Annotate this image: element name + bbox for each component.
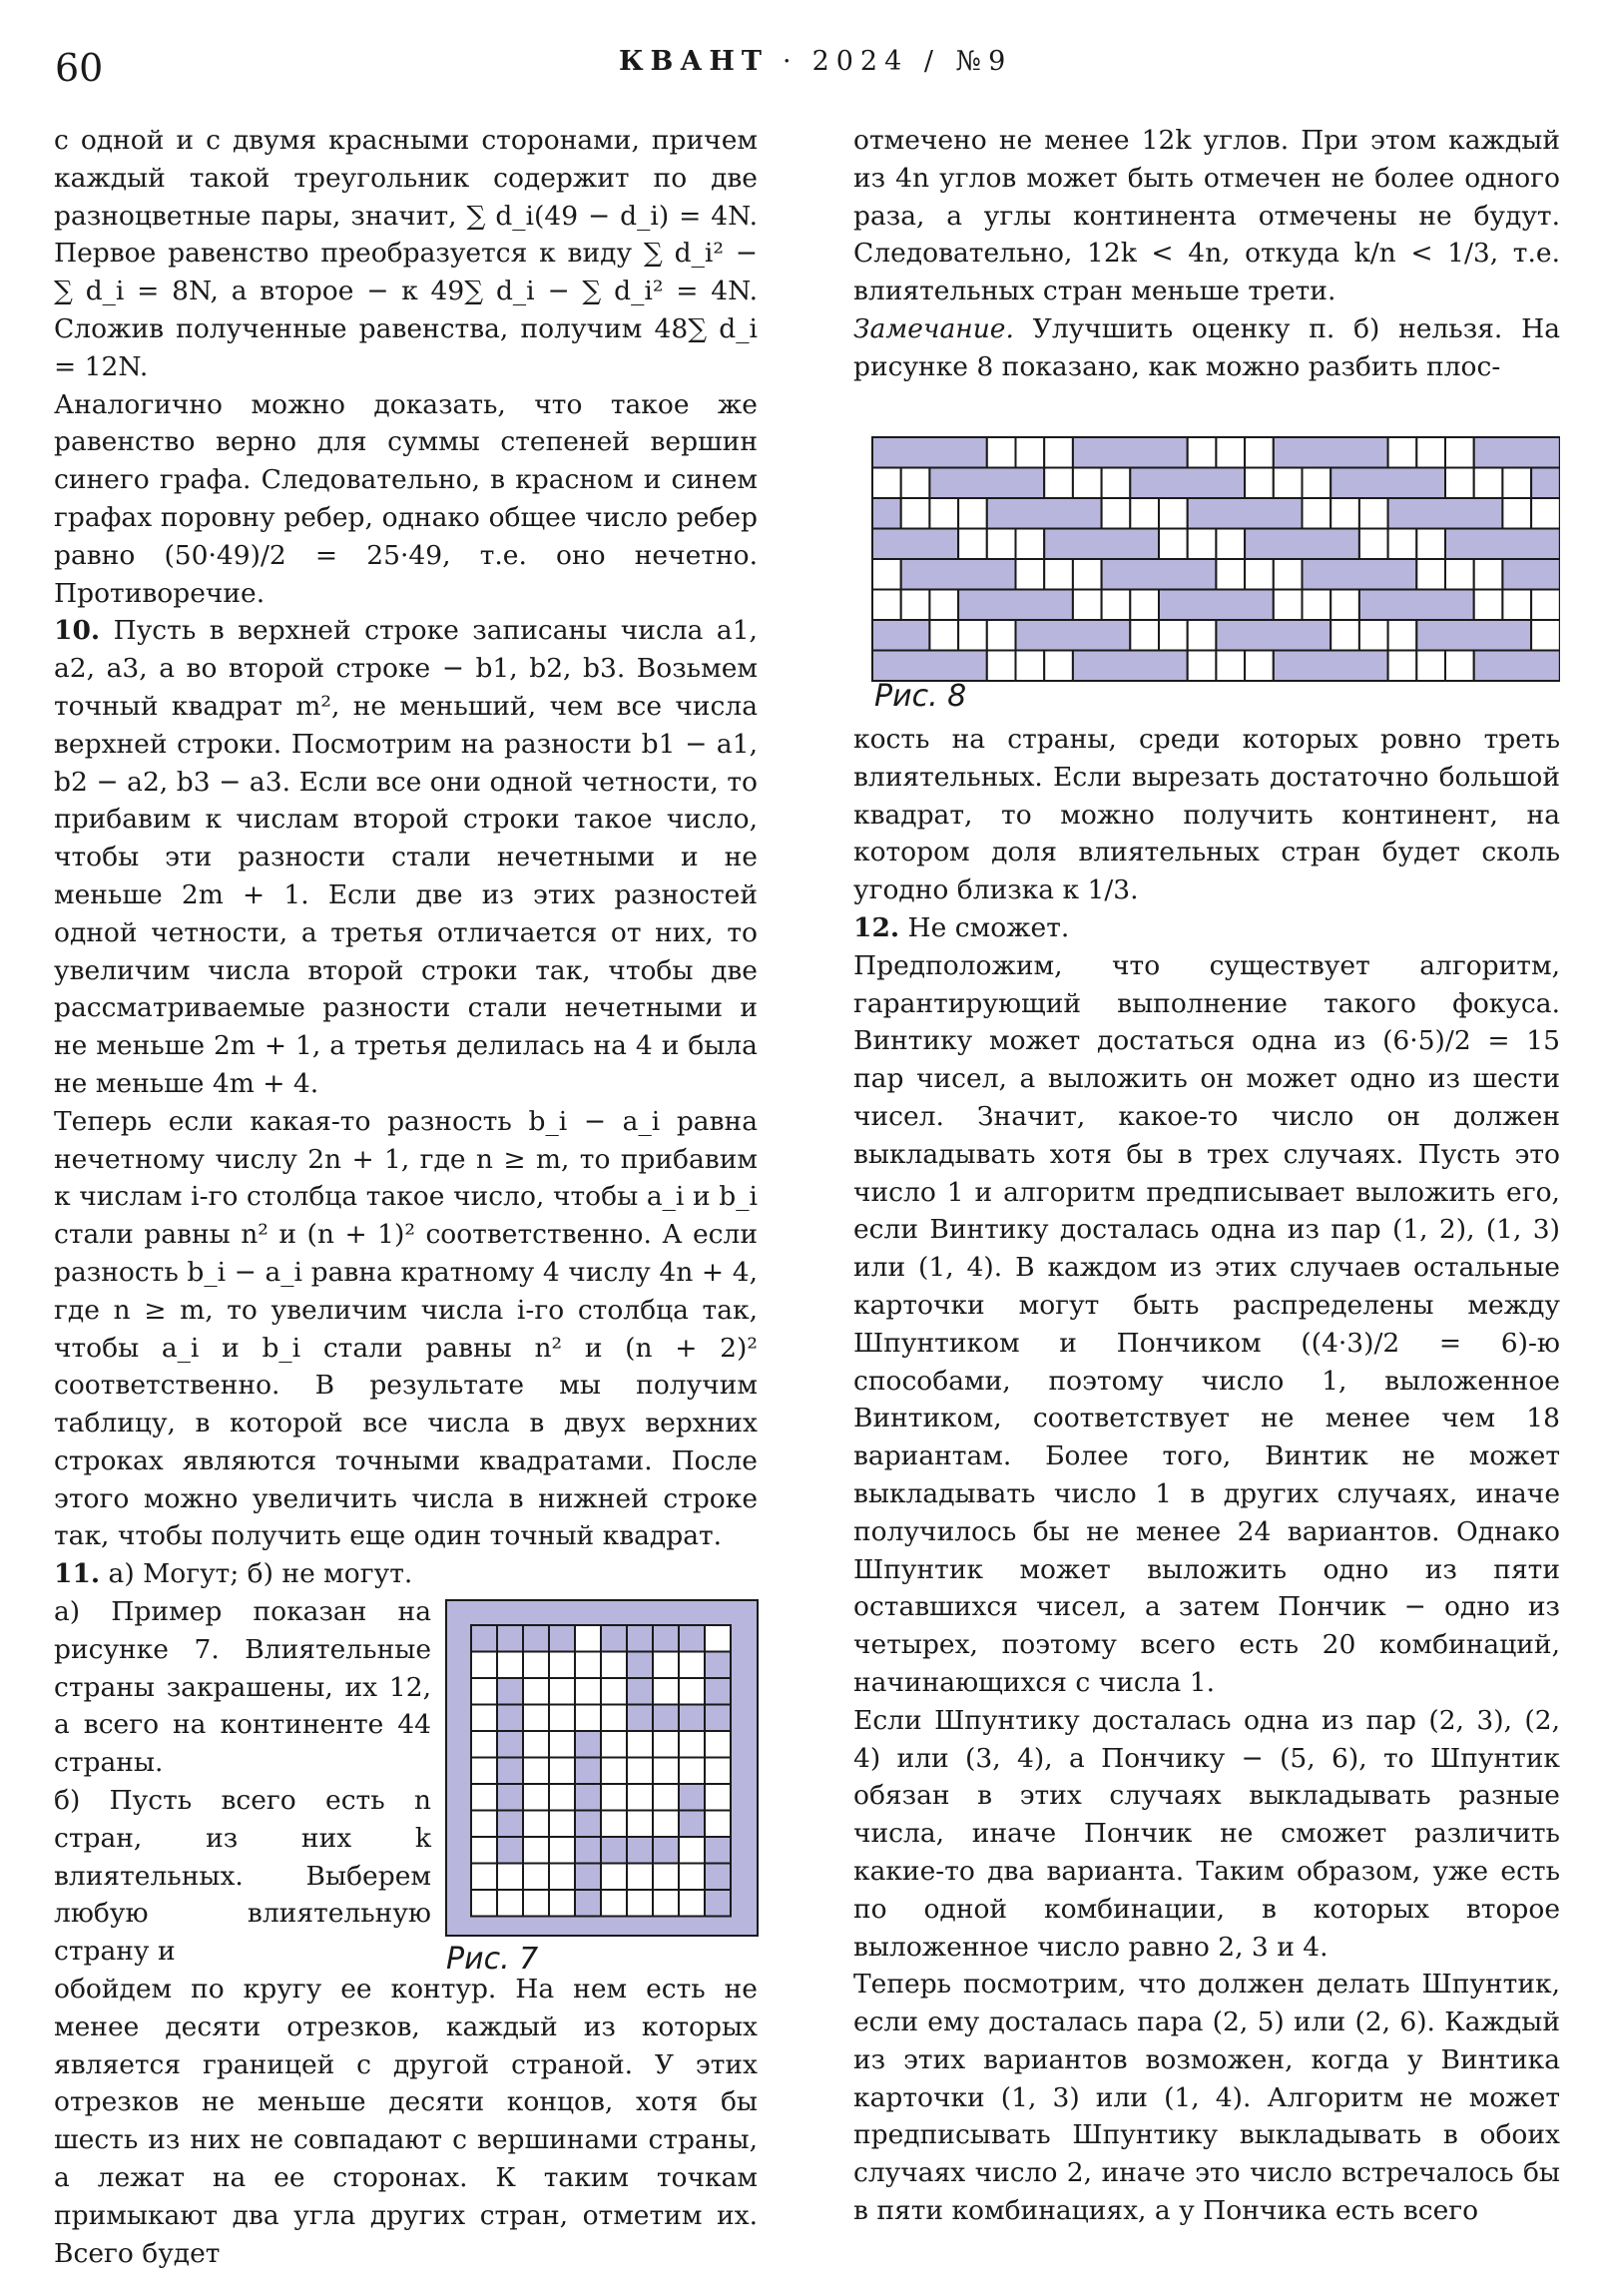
- country-cell: [575, 1678, 601, 1705]
- country-cell: [679, 1652, 705, 1679]
- solution-10-text: Пусть в верхней строке записаны числа a1, a2, a3, а во второй строке − b1, b2, b3. Возьмем точный квадрат m², не меньший, чем все числа верхней строки. Посмотрим на разности b1 − a1, b2 − a2, b3 − a3. Если все они одной четности, то прибавим к числам второй строки такое число, чтобы эти разности стали нечетными и не меньше 2m + 1. Если две из этих разностей одной четности, а третья отличается от них, то увеличим числа второй строки так, чтобы две рассматриваемые разности стали нечетными и не меньше 2m + 1, а третья делилась на 4 и была не меньше 4m + 4.: [54, 615, 758, 1099]
- country-cell: [958, 529, 987, 560]
- country-influential: [679, 1625, 705, 1652]
- country-cell: [653, 1890, 679, 1917]
- country-cell: [627, 1758, 653, 1785]
- country-cell: [1044, 559, 1073, 590]
- country-cell: [929, 620, 958, 651]
- country-cell: [549, 1784, 575, 1811]
- country-cell: [1188, 651, 1217, 682]
- country-cell: [523, 1705, 549, 1732]
- country-cell: [1416, 651, 1445, 682]
- country-cell: [523, 1758, 549, 1785]
- solution-12-continued-1: Если Шпунтику досталась одна из пар (2, 3), (2, 4) или (3, 4), а Пончику − (5, 6), то Шпунтик обязан в этих случаях выкладывать разные числа, иначе Пончик не сможет различить какие-то два варианта. Таким образом, уже есть по одной комбинации, в которых второе выложенное число равно 2, 3 и 4.: [853, 1704, 1560, 1963]
- country-cell: [1474, 590, 1503, 621]
- country-cell: [987, 437, 1016, 468]
- country-influential: [497, 1784, 523, 1811]
- country-cell: [1474, 559, 1503, 590]
- country-cell: [1245, 468, 1274, 499]
- country-influential: [1130, 468, 1245, 499]
- country-cell: [679, 1837, 705, 1864]
- country-cell: [1102, 590, 1131, 621]
- country-cell: [549, 1705, 575, 1732]
- country-cell: [471, 1837, 497, 1864]
- country-cell: [523, 1837, 549, 1864]
- figure-8-caption: Рис. 8: [874, 679, 967, 714]
- country-cell: [627, 1811, 653, 1838]
- country-cell: [705, 1811, 731, 1838]
- country-cell: [1044, 651, 1073, 682]
- country-cell: [872, 559, 901, 590]
- country-cell: [929, 590, 958, 621]
- country-influential: [497, 1678, 523, 1705]
- country-influential: [679, 1705, 705, 1732]
- country-cell: [1416, 559, 1445, 590]
- country-cell: [987, 620, 1016, 651]
- country-influential: [523, 1625, 549, 1652]
- right-column-bottom: [853, 721, 1560, 2230]
- country-influential: [987, 498, 1102, 529]
- country-cell: [549, 1652, 575, 1679]
- country-cell: [523, 1811, 549, 1838]
- country-cell: [601, 1705, 627, 1732]
- country-cell: [575, 1705, 601, 1732]
- right-paragraph-1: отмечено не менее 12k углов. При этом каждый из 4n углов может быть отмечен не более одного раза, а углы континента отмечены не будут. Следовательно, 12k < 4n, откуда k/n < 1/3, т.е. влиятельных стран меньше трети.: [853, 125, 1560, 307]
- country-influential: [1073, 651, 1188, 682]
- country-influential: [1474, 651, 1560, 682]
- right-paragraph-2: кость на страны, среди которых ровно треть влиятельных. Если вырезать достаточно большой квадрат, то можно получить континент, на котором доля влиятельных стран будет сколь угодно близка к 1/3.: [853, 724, 1560, 906]
- country-cell: [471, 1784, 497, 1811]
- remark: [853, 310, 1560, 386]
- left-column: [54, 122, 758, 2272]
- country-influential: [705, 1837, 731, 1864]
- country-cell: [549, 1890, 575, 1917]
- country-influential: [575, 1864, 601, 1891]
- country-cell: [627, 1890, 653, 1917]
- country-influential: [872, 437, 987, 468]
- country-influential: [471, 1625, 497, 1652]
- country-influential: [1188, 498, 1303, 529]
- country-influential: [1274, 437, 1388, 468]
- country-cell: [705, 1625, 731, 1652]
- solution-10-continued: Теперь если какая-то разность b_i − a_i равна нечетному числу 2n + 1, где n ≥ m, то прибавим к числам i-го столбца такое число, чтобы a_i и b_i стали равны n² и (n + 1)² соответственно. А если разность b_i − a_i равна кратному 4 числу 4n + 4, где n ≥ m, то увеличим числа i-го столбца так, чтобы a_i и b_i стали равны n² и (n + 2)² соответственно. В результате мы получим таблицу, в которой все числа в двух верхних строках являются точными квадратами. После этого можно увеличить числа в нижней строке так, чтобы получить еще один точный квадрат.: [54, 1105, 758, 1552]
- remark-text: Улучшить оценку п. б) нельзя. На рисунке 8 показано, как можно разбить плос-: [853, 312, 1560, 382]
- country-cell: [523, 1731, 549, 1758]
- country-cell: [987, 529, 1016, 560]
- problem-number-12: 12.: [853, 911, 900, 943]
- country-cell: [1502, 590, 1531, 621]
- country-influential: [872, 651, 987, 682]
- country-cell: [471, 1890, 497, 1917]
- country-influential: [575, 1731, 601, 1758]
- country-cell: [549, 1678, 575, 1705]
- country-influential: [627, 1625, 653, 1652]
- country-cell: [1359, 620, 1388, 651]
- country-cell: [1388, 651, 1417, 682]
- country-cell: [627, 1864, 653, 1891]
- country-cell: [471, 1678, 497, 1705]
- running-head: КВАНТ · 2024 / №9: [619, 46, 1013, 77]
- country-influential: [653, 1625, 679, 1652]
- country-cell: [679, 1864, 705, 1891]
- country-cell: [523, 1652, 549, 1679]
- left-paragraph-2: Аналогично можно доказать, что такое же равенство верно для суммы степеней вершин синего графа. Следовательно, в красном и синем графах поровну ребер, однако общее число ребер равно (50·49)/2 = 25·49, т.е. оно нечетно. Противоречие.: [54, 388, 758, 609]
- country-cell: [705, 1731, 731, 1758]
- country-influential: [1303, 559, 1417, 590]
- problem-number-10: 10.: [54, 615, 101, 647]
- country-cell: [1188, 529, 1217, 560]
- country-cell: [1188, 437, 1217, 468]
- country-cell: [1130, 498, 1159, 529]
- country-influential: [1416, 620, 1531, 651]
- country-cell: [1502, 498, 1531, 529]
- country-influential: [1245, 529, 1359, 560]
- country-cell: [601, 1731, 627, 1758]
- country-cell: [601, 1678, 627, 1705]
- country-cell: [1416, 529, 1445, 560]
- country-cell: [1502, 468, 1531, 499]
- country-cell: [1130, 590, 1159, 621]
- page-number: 60: [55, 46, 104, 90]
- country-cell: [1216, 437, 1245, 468]
- country-cell: [471, 1864, 497, 1891]
- solution-12-continued-2: Теперь посмотрим, что должен делать Шпунтик, если ему досталась пара (2, 5) или (2, 6). Каждый из этих вариантов возможен, когда у Винтика карточки (1, 3) или (1, 4). Алгоритм не может предписывать Шпунтику выкладывать в обоих случаях число 2, иначе это число встречалось бы в пяти комбинациях, а у Пончика есть всего: [853, 1969, 1560, 2227]
- country-cell: [1216, 651, 1245, 682]
- figure-7: [445, 1599, 759, 1937]
- country-influential: [497, 1731, 523, 1758]
- country-cell: [653, 1784, 679, 1811]
- country-cell: [929, 498, 958, 529]
- country-influential: [653, 1837, 679, 1864]
- country-cell: [1388, 437, 1417, 468]
- country-cell: [872, 590, 901, 621]
- country-cell: [1073, 468, 1102, 499]
- country-cell: [523, 1890, 549, 1917]
- solution-11-part-a: а) Пример показан на рисунке 7. Влиятельные страны закрашены, их 12, а всего на континенте 44 страны.: [54, 1596, 431, 1779]
- country-influential: [705, 1652, 731, 1679]
- left-paragraph-1: с одной и с двумя красными сторонами, причем каждый такой треугольник содержит по две разноцветные пары, значит, ∑ d_i(49 − d_i) = 4N. Первое равенство преобразуется к виду ∑ d_i² − ∑ d_i = 8N, а второе − к 49∑ d_i − ∑ d_i² = 4N. Сложив полученные равенства, получим 48∑ d_i = 12N.: [54, 125, 758, 382]
- country-cell: [1216, 559, 1245, 590]
- country-cell: [1359, 498, 1388, 529]
- country-cell: [1102, 498, 1131, 529]
- country-cell: [601, 1652, 627, 1679]
- problem-number-11: 11.: [54, 1558, 101, 1590]
- country-cell: [575, 1625, 601, 1652]
- country-cell: [901, 468, 930, 499]
- country-cell: [471, 1652, 497, 1679]
- figure-7-caption: Рис. 7: [446, 1942, 539, 1977]
- country-cell: [1303, 590, 1331, 621]
- country-influential: [1073, 437, 1188, 468]
- solution-11-part-b: б) Пусть всего есть n стран, из них k влиятельных. Выберем любую влиятельную страну и: [54, 1785, 431, 1968]
- country-influential: [1388, 498, 1503, 529]
- country-influential: [679, 1784, 705, 1811]
- country-cell: [679, 1758, 705, 1785]
- country-influential: [872, 620, 929, 651]
- country-influential: [575, 1811, 601, 1838]
- country-cell: [1016, 529, 1045, 560]
- country-influential: [497, 1758, 523, 1785]
- country-cell: [601, 1811, 627, 1838]
- country-cell: [627, 1784, 653, 1811]
- country-influential: [705, 1890, 731, 1917]
- remark-label: Замечание.: [853, 312, 1014, 344]
- country-cell: [1216, 529, 1245, 560]
- country-cell: [601, 1890, 627, 1917]
- country-influential: [929, 468, 1044, 499]
- country-cell: [1445, 468, 1474, 499]
- country-cell: [679, 1890, 705, 1917]
- country-cell: [1073, 559, 1102, 590]
- country-influential: [872, 529, 958, 560]
- country-cell: [1044, 468, 1073, 499]
- country-cell: [958, 498, 987, 529]
- country-cell: [1016, 651, 1045, 682]
- country-influential: [1359, 590, 1474, 621]
- country-influential: [1274, 651, 1388, 682]
- country-influential: [1331, 468, 1445, 499]
- solution-12-head: [853, 909, 1560, 947]
- solution-12-answer: Не сможет.: [907, 911, 1070, 943]
- country-cell: [1445, 437, 1474, 468]
- country-influential: [497, 1705, 523, 1732]
- country-cell: [575, 1652, 601, 1679]
- country-influential: [705, 1864, 731, 1891]
- solution-11-continued: обойдем по кругу ее контур. На нем есть не менее десяти отрезков, каждый из которых является границей с другой страной. У этих отрезков не меньше десяти концов, хотя бы шесть из них не совпадают с вершинами страны, а лежат на ее сторонах. К таким точкам примыкают два угла других стран, отметим их. Всего будет: [54, 1974, 758, 2269]
- country-cell: [1274, 559, 1303, 590]
- solution-11-answer: а) Могут; б) не могут.: [108, 1558, 413, 1590]
- country-cell: [1474, 468, 1503, 499]
- country-cell: [1159, 620, 1188, 651]
- country-cell: [1331, 498, 1359, 529]
- country-cell: [901, 590, 930, 621]
- country-cell: [549, 1837, 575, 1864]
- country-cell: [1331, 590, 1359, 621]
- country-cell: [1274, 468, 1303, 499]
- country-influential: [627, 1652, 653, 1679]
- country-influential: [497, 1837, 523, 1864]
- country-cell: [653, 1811, 679, 1838]
- country-influential: [1445, 529, 1560, 560]
- country-cell: [471, 1705, 497, 1732]
- magazine-name: КВАНТ: [619, 46, 769, 77]
- country-cell: [549, 1758, 575, 1785]
- country-influential: [497, 1811, 523, 1838]
- country-cell: [1245, 559, 1274, 590]
- country-cell: [679, 1731, 705, 1758]
- figure-8: [871, 436, 1560, 682]
- country-cell: [601, 1864, 627, 1891]
- country-influential: [705, 1705, 731, 1732]
- country-cell: [1303, 468, 1331, 499]
- country-cell: [523, 1678, 549, 1705]
- country-influential: [705, 1678, 731, 1705]
- country-cell: [1359, 529, 1388, 560]
- country-cell: [523, 1784, 549, 1811]
- country-influential: [497, 1625, 523, 1652]
- country-influential: [627, 1837, 653, 1864]
- country-influential: [1216, 620, 1331, 651]
- country-cell: [1531, 498, 1560, 529]
- country-cell: [471, 1811, 497, 1838]
- figure-8-diagram: [871, 436, 1560, 682]
- country-cell: [523, 1864, 549, 1891]
- country-cell: [549, 1864, 575, 1891]
- country-cell: [497, 1890, 523, 1917]
- country-cell: [653, 1864, 679, 1891]
- figure-8-grid: [872, 437, 1560, 681]
- country-cell: [1159, 529, 1188, 560]
- country-cell: [1445, 651, 1474, 682]
- country-cell: [601, 1758, 627, 1785]
- country-cell: [1102, 468, 1131, 499]
- country-cell: [1130, 620, 1159, 651]
- issue-label: 2024 / №9: [811, 46, 1013, 77]
- country-influential: [1474, 437, 1560, 468]
- country-cell: [653, 1652, 679, 1679]
- solution-11-head: [54, 1555, 453, 1593]
- country-influential: [601, 1837, 627, 1864]
- country-cell: [627, 1731, 653, 1758]
- country-cell: [549, 1731, 575, 1758]
- country-cell: [1274, 590, 1303, 621]
- country-cell: [1159, 498, 1188, 529]
- country-influential: [1044, 529, 1159, 560]
- country-cell: [1331, 620, 1359, 651]
- country-influential: [1016, 620, 1131, 651]
- country-cell: [1245, 651, 1274, 682]
- country-cell: [497, 1652, 523, 1679]
- country-cell: [1388, 529, 1417, 560]
- country-influential: [549, 1625, 575, 1652]
- country-cell: [1016, 559, 1045, 590]
- country-influential: [575, 1784, 601, 1811]
- country-influential: [872, 498, 901, 529]
- country-cell: [1303, 498, 1331, 529]
- country-cell: [1531, 590, 1560, 621]
- country-cell: [1044, 437, 1073, 468]
- country-cell: [471, 1731, 497, 1758]
- country-cell: [987, 651, 1016, 682]
- country-influential: [575, 1758, 601, 1785]
- solution-10: [54, 612, 758, 1102]
- country-influential: [901, 559, 1016, 590]
- country-cell: [497, 1864, 523, 1891]
- country-cell: [705, 1758, 731, 1785]
- country-cell: [653, 1731, 679, 1758]
- right-column-top: [853, 122, 1560, 386]
- country-cell: [705, 1784, 731, 1811]
- country-cell: [601, 1784, 627, 1811]
- figure-7-diagram: [445, 1599, 759, 1937]
- country-influential: [575, 1837, 601, 1864]
- country-cell: [1531, 620, 1560, 651]
- country-cell: [653, 1758, 679, 1785]
- country-influential: [1102, 559, 1217, 590]
- country-influential: [653, 1705, 679, 1732]
- country-cell: [1416, 437, 1445, 468]
- country-influential: [958, 590, 1073, 621]
- country-influential: [627, 1705, 653, 1732]
- figure-7-grid: [446, 1600, 758, 1936]
- country-cell: [1188, 620, 1217, 651]
- country-influential: [1159, 590, 1274, 621]
- country-cell: [958, 620, 987, 651]
- country-cell: [1245, 437, 1274, 468]
- country-cell: [1073, 590, 1102, 621]
- country-influential: [1531, 468, 1560, 499]
- country-influential: [679, 1811, 705, 1838]
- country-cell: [1445, 559, 1474, 590]
- country-influential: [601, 1625, 627, 1652]
- country-influential: [575, 1890, 601, 1917]
- country-cell: [1388, 620, 1417, 651]
- country-cell: [1016, 437, 1045, 468]
- country-cell: [471, 1758, 497, 1785]
- country-cell: [872, 468, 901, 499]
- country-cell: [679, 1678, 705, 1705]
- country-influential: [627, 1678, 653, 1705]
- country-cell: [549, 1811, 575, 1838]
- country-cell: [653, 1678, 679, 1705]
- country-cell: [901, 498, 930, 529]
- solution-12-text: Предположим, что существует алгоритм, гарантирующий выполнение такого фокуса. Винтику может достаться одна из (6·5)/2 = 15 пар чисел, а выложить он может одно из шести чисел. Значит, какое-то число он должен выкладывать хотя бы в трех случаях. Пусть это число 1 и алгоритм предписывает выложить его, если Винтику досталась одна из пар (1, 2), (1, 3) или (1, 4). В каждом из этих случаев остальные карточки могут быть распределены между Шпунтиком и Пончиком ((4·3)/2 = 6)-ю способами, поэтому число 1, выложенное Винтиком, соответствует не менее чем 18 вариантам. Более того, Винтик не может выкладывать число 1 в других случаях, иначе получилось бы не менее 24 вариантов. Однако Шпунтик может выложить одно из пяти оставшихся чисел, а затем Пончик − одно из четырех, поэтому всего есть 20 комбинаций, начинающихся с числа 1.: [853, 949, 1560, 1698]
- country-influential: [1502, 559, 1559, 590]
